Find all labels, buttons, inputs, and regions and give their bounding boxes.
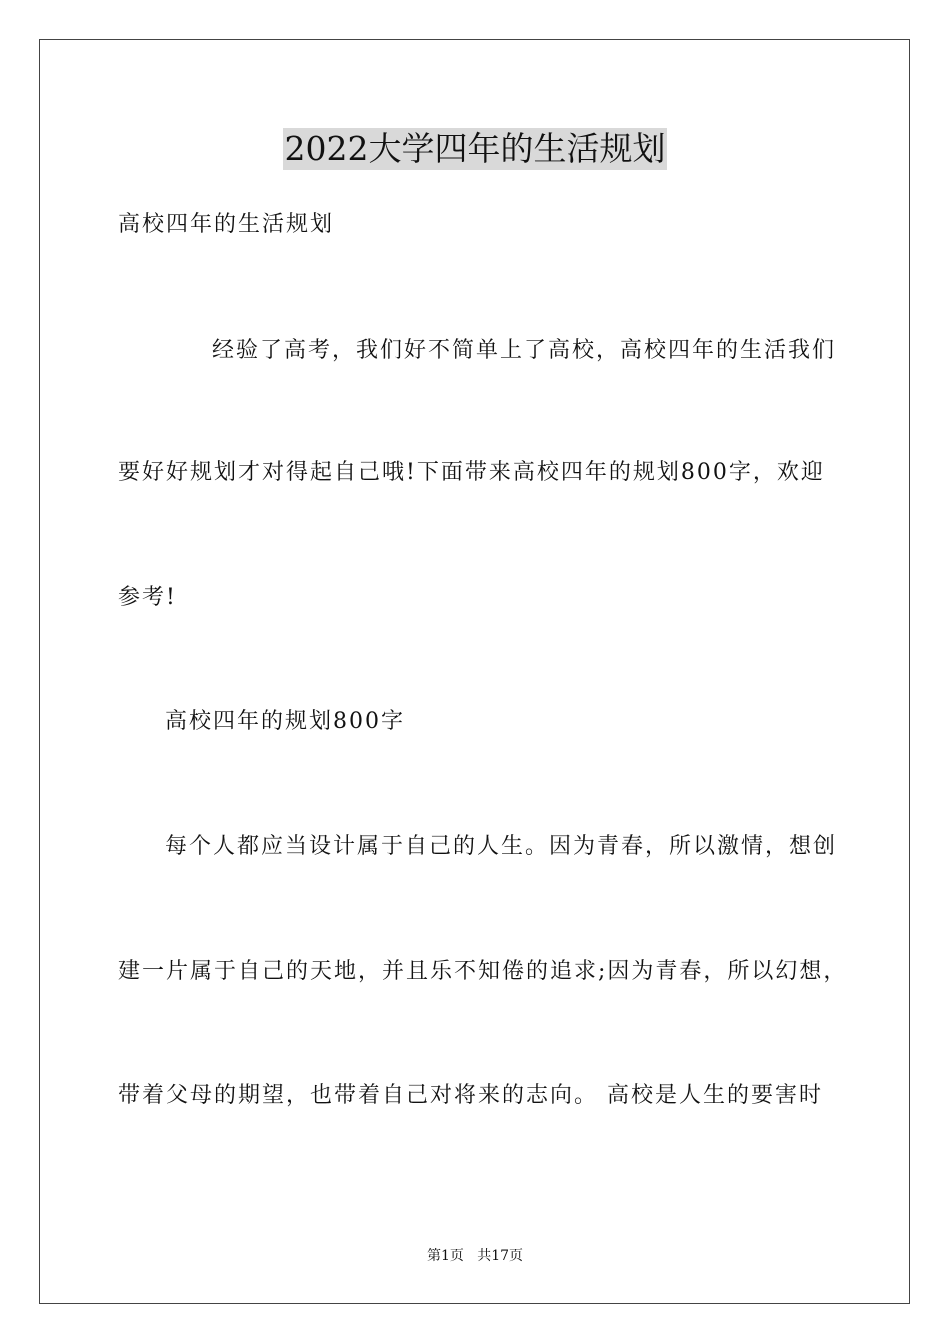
title-container [0, 128, 950, 170]
document-subtitle: 高校四年的生活规划 [118, 212, 335, 237]
paragraph-line: 每个人都应当设计属于自己的人生。因为青春，所以激情，想创 [165, 834, 838, 859]
paragraph-line: 建一片属于自己的天地，并且乐不知倦的追求;因为青春，所以幻想， [118, 959, 848, 984]
paragraph-line: 要好好规划才对得起自己哦!下面带来高校四年的规划800字，欢迎 [118, 460, 825, 485]
section-heading: 高校四年的规划800字 [165, 709, 405, 734]
paragraph-line: 参考! [118, 585, 177, 610]
paragraph-line: 经验了高考，我们好不简单上了高校，高校四年的生活我们 [212, 338, 837, 363]
page-number: 第1页 共17页 [426, 1248, 524, 1264]
document-title: 2022大学四年的生活规划 [284, 129, 666, 168]
paragraph-line: 带着父母的期望，也带着自己对将来的志向。 高校是人生的要害时 [118, 1083, 823, 1108]
